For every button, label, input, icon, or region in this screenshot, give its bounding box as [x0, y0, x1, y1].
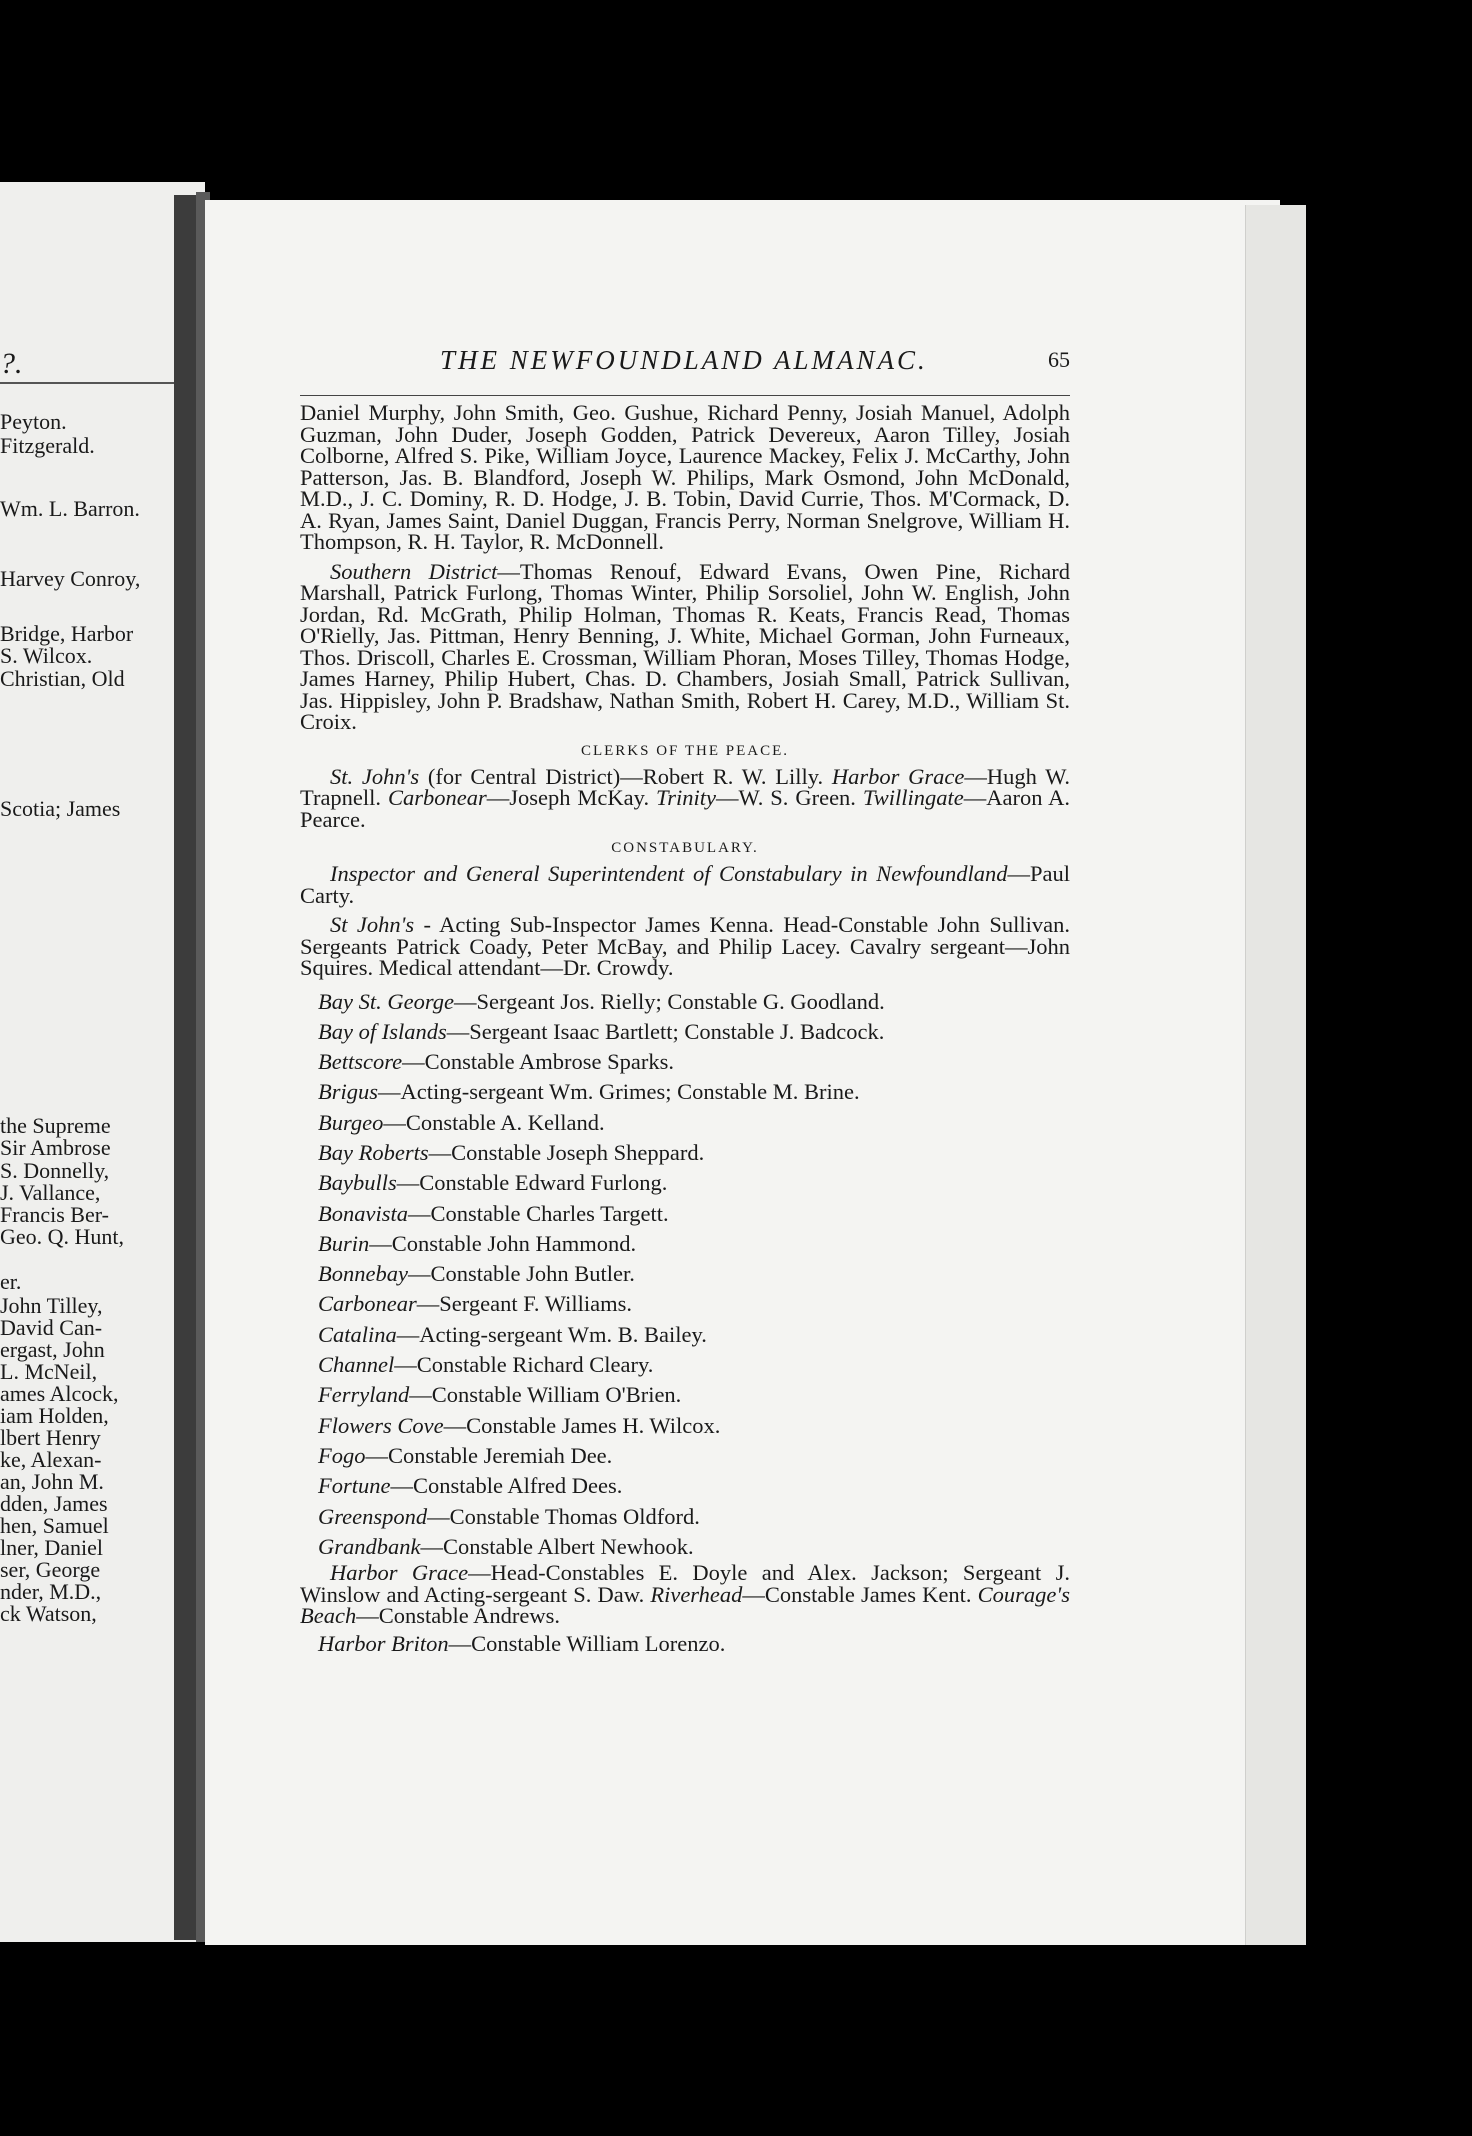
posting-text: —Sergeant F. Williams.	[416, 1291, 632, 1317]
posting-entry	[300, 1229, 1070, 1259]
page-number: 65	[1048, 347, 1070, 372]
clerks-trinity-text: —W. S. Green.	[716, 785, 863, 810]
posting-place: Burin	[318, 1230, 370, 1256]
left-page-fragment: the Supreme	[0, 1113, 111, 1138]
clerks-stjohns-label: St. John's	[330, 763, 420, 789]
left-page-fragment: Peyton.	[0, 409, 67, 434]
clerks-paragraph	[300, 763, 1071, 832]
posting-entry	[300, 1138, 1070, 1168]
riverhead-label: Riverhead	[650, 1581, 743, 1607]
left-page-fragment: hen, Samuel	[0, 1513, 109, 1538]
posting-entry	[300, 987, 1070, 1017]
left-page-fragment: lner, Daniel	[0, 1535, 103, 1560]
page-title: THE NEWFOUNDLAND ALMANAC.	[440, 345, 928, 375]
posting-entry	[300, 1108, 1070, 1138]
left-page-fragment: Bridge, Harbor	[0, 621, 134, 646]
posting-place: Bay of Islands	[318, 1018, 447, 1044]
left-page-fragment: lbert Henry	[0, 1425, 101, 1450]
clerks-stjohns-text: (for Central District)—Robert R. W. Lilly.	[419, 763, 832, 789]
left-page-fragment: S. Wilcox.	[0, 643, 93, 668]
posting-entry	[300, 1350, 1070, 1380]
left-page-fragment: Fitzgerald.	[0, 433, 95, 458]
inspector-text: —Paul Carty.	[300, 861, 1070, 908]
posting-text: —Constable Thomas Oldford.	[427, 1503, 700, 1529]
posting-place: Fogo	[318, 1442, 366, 1468]
courages-beach-label: Courage's Beach	[300, 1581, 1070, 1629]
posting-entry	[300, 1532, 1070, 1562]
posting-entry	[300, 1502, 1070, 1532]
header-rule	[300, 395, 1070, 396]
left-page-fragment: Francis Ber-	[0, 1202, 109, 1227]
posting-text: —Constable William O'Brien.	[409, 1382, 682, 1408]
posting-place: Ferryland	[318, 1382, 410, 1408]
clerks-harbor-grace-text: —Hugh W. Trapnell.	[300, 763, 1071, 810]
clerks-twillingate-text: —Aaron A. Pearce.	[300, 785, 1071, 832]
posting-entry	[300, 1471, 1070, 1501]
posting-text: —Constable A. Kelland.	[383, 1109, 605, 1135]
harbor-grace-label: Harbor Grace	[330, 1560, 469, 1586]
left-page-header: ?.	[0, 347, 23, 380]
posting-place: Bonavista	[318, 1200, 408, 1226]
inspector-paragraph	[300, 863, 1070, 906]
southern-district-paragraph	[300, 558, 1070, 734]
left-page-fragment: L. McNeil,	[0, 1359, 98, 1384]
harbor-briton-place: Harbor Briton	[318, 1630, 449, 1656]
stjohns-label: St John's	[330, 912, 415, 937]
left-page-fragment: er.	[0, 1269, 22, 1294]
posting-text: —Constable John Hammond.	[369, 1230, 637, 1256]
page-content	[300, 345, 1070, 1659]
constabulary-heading: CONSTABULARY.	[611, 840, 759, 856]
postings-list	[300, 987, 1070, 1563]
left-page-fragment: ames Alcock,	[0, 1381, 119, 1406]
harbor-briton-text: —Constable William Lorenzo.	[448, 1630, 726, 1656]
posting-text: —Constable Edward Furlong.	[396, 1170, 668, 1196]
posting-place: Catalina	[318, 1321, 397, 1347]
left-page-fragment: an, John M.	[0, 1469, 104, 1494]
clerks-heading: CLERKS OF THE PEACE.	[580, 742, 790, 759]
posting-entry	[300, 1199, 1070, 1229]
posting-place: Bettscore	[318, 1049, 403, 1075]
left-page-fragment: nder, M.D.,	[0, 1579, 102, 1604]
posting-text: —Constable Charles Targett.	[408, 1200, 669, 1226]
posting-text: —Sergeant Jos. Rielly; Constable G. Goodland.	[454, 988, 885, 1014]
posting-entry	[300, 1047, 1070, 1077]
left-page-fragment: Geo. Q. Hunt,	[0, 1224, 125, 1249]
posting-text: —Constable Ambrose Sparks.	[402, 1049, 674, 1075]
posting-text: —Sergeant Isaac Bartlett; Constable J. Badcock.	[446, 1018, 885, 1044]
posting-entry	[300, 1320, 1070, 1350]
posting-entry	[300, 1259, 1070, 1289]
posting-place: Fortune	[318, 1473, 391, 1499]
clerks-trinity-label: Trinity	[656, 785, 717, 810]
left-page-rule	[0, 382, 195, 384]
posting-place: Grandbank	[318, 1533, 421, 1559]
left-page-fragment: ergast, John	[0, 1337, 105, 1362]
harbor-grace-text: —Head-Constables E. Doyle and Alex. Jackson; Sergeant J. Winslow and Acting-sergeant S. Daw.	[300, 1560, 1070, 1607]
posting-place: Bay St. George	[318, 988, 454, 1014]
posting-entry	[300, 1017, 1070, 1047]
stjohns-text: - Acting Sub-Inspector James Kenna. Head-Constable John Sullivan. Sergeants Patrick Coady, Peter McBay, and Philip Lacey. Cavalry sergeant—John Squires. Medical attendant—Dr. Crowdy.	[300, 912, 1070, 980]
riverhead-text: —Constable James Kent.	[742, 1581, 978, 1607]
left-page-fragment: S. Donnelly,	[0, 1158, 110, 1183]
posting-place: Burgeo	[318, 1109, 384, 1135]
list-names-paragraph: Daniel Murphy, John Smith, Geo. Gushue, Richard Penny, Josiah Manuel, Adolph Guzman, John Duder, Joseph Godden, Patrick Devereux, Aaron Tilley, Josiah Colborne, Alfred S. Pike, William Joyce, Laurence Mackey, Felix J. McCarthy, John Patterson, Jas. B. Blandford, Joseph W. Philips, Mark Osmond, John McDonald, M.D., J. C. Dominy, R. D. Hodge, J. B. Tobin, David Currie, Thos. M'Cormack, D. A. Ryan, James Saint, Daniel Duggan, Francis Perry, Norman Snelgrove, William H. Thompson, R. H. Taylor, R. McDonnell.	[300, 400, 1070, 554]
inspector-label: Inspector and General Superintendent of Constabulary in Newfoundland	[330, 861, 1008, 886]
left-page-fragment: John Tilley,	[0, 1293, 103, 1318]
posting-place: Brigus	[318, 1079, 379, 1105]
left-page-fragment: David Can-	[0, 1315, 103, 1340]
harbor-grace-paragraph	[300, 1562, 1070, 1627]
posting-text: —Constable Jeremiah Dee.	[365, 1442, 613, 1468]
left-page-fragment: ser, George	[0, 1557, 101, 1582]
posting-text: —Constable Alfred Dees.	[390, 1473, 623, 1499]
clerks-carbonear-label: Carbonear	[387, 785, 487, 810]
running-header	[300, 345, 1070, 393]
book-gutter	[174, 195, 196, 1940]
posting-text: —Acting-sergeant Wm. B. Bailey.	[396, 1321, 707, 1347]
southern-district-label: Southern District	[330, 558, 498, 584]
left-page-fragment: dden, James	[0, 1491, 108, 1516]
posting-place: Flowers Cove	[318, 1412, 444, 1438]
posting-text: —Constable Richard Cleary.	[394, 1352, 654, 1378]
page-edge	[1245, 205, 1306, 1945]
posting-place: Baybulls	[318, 1170, 397, 1196]
left-page-fragment: J. Vallance,	[0, 1180, 101, 1205]
left-page-fragment: Harvey Conroy,	[0, 566, 141, 591]
posting-entry	[300, 1380, 1070, 1410]
clerks-carbonear-text: —Joseph McKay.	[486, 785, 657, 810]
posting-text: —Constable Joseph Sheppard.	[428, 1139, 705, 1165]
clerks-twillingate-label: Twillingate	[862, 785, 964, 810]
left-page-fragment: Wm. L. Barron.	[0, 496, 140, 521]
posting-entry	[300, 1168, 1070, 1198]
posting-place: Greenspond	[318, 1503, 428, 1529]
posting-text: —Constable John Butler.	[407, 1261, 635, 1287]
posting-place: Channel	[318, 1352, 395, 1378]
clerks-harbor-grace-label: Harbor Grace	[831, 763, 965, 789]
left-page-fragment: Christian, Old	[0, 666, 125, 691]
stjohns-constabulary-paragraph	[300, 914, 1070, 979]
left-page-fragment: ck Watson,	[0, 1601, 97, 1626]
left-page-fragment: Scotia; James	[0, 796, 121, 821]
posting-entry	[300, 1077, 1070, 1107]
posting-place: Bay Roberts	[318, 1139, 429, 1165]
left-page-fragment: ke, Alexan-	[0, 1447, 102, 1472]
harbor-briton-entry	[300, 1629, 1070, 1659]
posting-text: —Acting-sergeant Wm. Grimes; Constable M. Brine.	[378, 1079, 860, 1105]
left-page-fragment: iam Holden,	[0, 1403, 109, 1428]
posting-entry	[300, 1411, 1070, 1441]
posting-entry	[300, 1289, 1070, 1319]
posting-place: Bonnebay	[318, 1261, 408, 1287]
posting-place: Carbonear	[318, 1291, 417, 1317]
posting-text: —Constable Albert Newhook.	[420, 1533, 694, 1559]
southern-district-text: —Thomas Renouf, Edward Evans, Owen Pine, Richard Marshall, Patrick Furlong, Thomas Winter, Philip Sorsoliel, John W. English, John Jordan, Rd. McGrath, Philip Holman, Thomas R. Keats, Francis Read, Thomas O'Rielly, Jas. Pittman, Henry Benning, J. White, Michael Gorman, John Furneaux, Thos. Driscoll, Charles E. Crossman, William Phoran, Moses Tilley, Thomas Hodge, James Harney, Philip Hubert, Chas. D. Chambers, Josiah Small, Patrick Sullivan, Jas. Hippisley, John P. Bradshaw, Nathan Smith, Robert H. Carey, M.D., William St. Croix.	[300, 558, 1070, 734]
courages-beach-text: —Constable Andrews.	[356, 1603, 560, 1629]
posting-entry	[300, 1441, 1070, 1471]
posting-text: —Constable James H. Wilcox.	[443, 1412, 721, 1438]
left-page-fragment: Sir Ambrose	[0, 1135, 111, 1160]
